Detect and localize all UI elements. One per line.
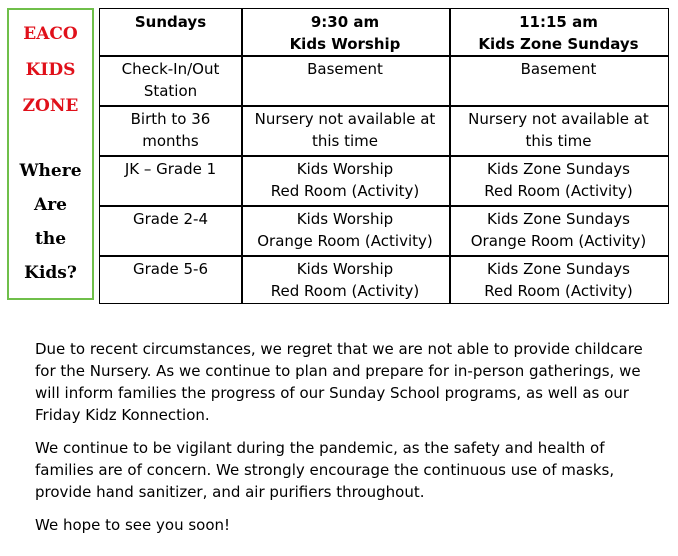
paragraph-line: Due to recent circumstances, we regret that we are not able to provide childcare [35,340,643,358]
body-text [35,338,655,547]
table-row-first-cell [241,56,449,80]
sidebar-question-line: Where [19,161,82,181]
header-cell-second-service [449,9,668,55]
paragraph-line: will inform families the progress of our Sunday School programs, as well as our [35,384,629,402]
cell-line: Birth to 36 [130,110,211,128]
cell-line: Kids Worship [296,260,394,278]
table-row-first-cell [241,156,449,202]
sidebar-question-line: Are [34,195,67,215]
paragraph-line: families are of concern. We strongly encourage the continuous use of masks, [35,461,615,479]
cell-line: Nursery not available at [254,110,436,128]
header-line: 11:15 am [519,13,598,31]
table-row-group-cell [100,156,241,180]
table-row-group-cell [100,206,241,230]
sidebar-title-line: KIDS [25,60,76,80]
header-cell-first-service [241,9,449,55]
table-row-first-cell [241,106,449,152]
cell-line: Kids Worship [296,160,394,178]
table-row-group-cell [100,56,241,102]
cell-line: Station [143,82,198,100]
cell-line: Orange Room (Activity) [470,232,647,250]
cell-line: Red Room (Activity) [270,182,420,200]
header-line: 9:30 am [310,13,380,31]
header-line: Kids Worship [289,35,401,53]
cell-line: Kids Worship [296,210,394,228]
cell-line: Red Room (Activity) [484,282,633,300]
paragraph-line: provide hand sanitizer, and air purifiers throughout. [35,483,425,501]
table-row-first-cell [241,256,449,302]
table-row-second-cell [449,106,668,152]
cell-line: Grade 5-6 [133,260,208,278]
cell-line: Nursery not available at [468,110,649,128]
cell-line: Grade 2-4 [133,210,208,228]
paragraph-line: for the Nursery. As we continue to plan and prepare for in-person gatherings, we [35,362,641,380]
cell-line: Kids Zone Sundays [486,210,630,228]
sidebar-title-line: EACO [23,24,78,44]
cell-line: months [142,132,199,150]
table-row-second-cell [449,206,668,252]
paragraph-line: Friday Kidz Konnection. [35,406,210,424]
table-row-second-cell [449,56,668,80]
cell-line: Kids Zone Sundays [486,160,630,178]
sidebar-box [7,8,94,300]
paragraph [35,437,655,503]
cell-line: Kids Zone Sundays [486,260,630,278]
table-row-second-cell [449,256,668,302]
table-row-first-cell [241,206,449,252]
cell-line: this time [525,132,592,150]
sidebar-question-line: Kids? [24,263,77,283]
table-row-group-cell [100,256,241,280]
cell-line: Check-In/Out [121,60,220,78]
paragraph-line: We hope to see you soon! [35,516,231,534]
schedule-table [99,8,669,304]
paragraph-line: We continue to be vigilant during the pandemic, as the safety and health of [35,439,605,457]
paragraph [35,338,655,426]
header-line: Kids Zone Sundays [478,35,639,53]
table-row-group-cell [100,106,241,152]
cell-line: Basement [307,60,383,78]
header-cell-sundays [100,9,241,33]
cell-line: Basement [520,60,597,78]
sidebar-question-line: the [34,229,67,249]
cell-line: Red Room (Activity) [484,182,633,200]
sidebar-title-line: ZONE [22,96,79,116]
cell-line: Orange Room (Activity) [257,232,433,250]
header-line: Sundays [134,13,207,31]
cell-line: this time [311,132,379,150]
cell-line: JK – Grade 1 [124,160,217,178]
cell-line: Red Room (Activity) [270,282,420,300]
table-row-second-cell [449,156,668,202]
paragraph [35,514,655,536]
